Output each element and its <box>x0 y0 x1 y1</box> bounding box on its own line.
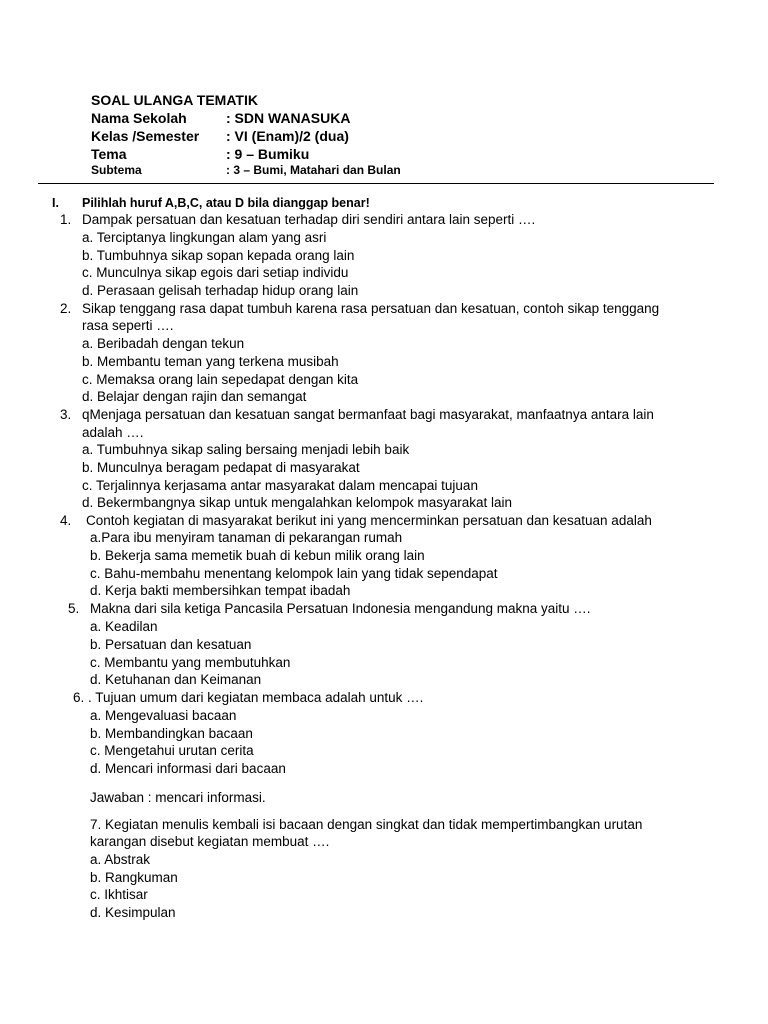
question-3-number: 3. <box>60 407 72 422</box>
question-2-text-line-2: rasa seperti …. <box>82 318 174 333</box>
question-1-text: Dampak persatuan dan kesatuan terhadap diri sendiri antara lain seperti …. <box>82 212 536 227</box>
question-7-option-d: d. Kesimpulan <box>90 905 176 920</box>
question-1-option-b: b. Tumbuhnya sikap sopan kepada orang lain <box>82 248 355 263</box>
subtheme-value: : 3 – Bumi, Matahari dan Bulan <box>226 163 401 177</box>
question-6-option-b: b. Membandingkan bacaan <box>90 726 253 741</box>
question-6-option-d: d. Mencari informasi dari bacaan <box>90 761 286 776</box>
section-instruction: Pilihlah huruf A,B,C, atau D bila dianggap benar! <box>82 196 370 210</box>
class-semester-label: Kelas /Semester <box>91 128 200 144</box>
subtheme-label: Subtema <box>91 163 142 177</box>
question-4-option-b: b. Bekerja sama memetik buah di kebun milik orang lain <box>90 548 425 563</box>
question-2-option-c: c. Memaksa orang lain sepedapat dengan kita <box>82 372 359 387</box>
question-5-option-b: b. Persatuan dan kesatuan <box>90 637 252 652</box>
theme-label: Tema <box>91 146 127 162</box>
question-2-option-d: d. Belajar dengan rajin dan semangat <box>82 389 307 404</box>
question-4-option-d: d. Kerja bakti membersihkan tempat ibadah <box>90 583 351 598</box>
question-2-option-a: a. Beribadah dengan tekun <box>82 336 245 351</box>
question-5-text: Makna dari sila ketiga Pancasila Persatuan Indonesia mengandung makna yaitu …. <box>90 601 591 616</box>
question-6-option-c: c. Mengetahui urutan cerita <box>90 743 254 758</box>
answer-note: Jawaban : mencari informasi. <box>90 790 266 805</box>
question-2-text-line-1: Sikap tenggang rasa dapat tumbuh karena rasa persatuan dan kesatuan, contoh sikap tenggang <box>82 301 660 316</box>
question-5-option-a: a. Keadilan <box>90 619 158 634</box>
question-1-option-a: a. Terciptanya lingkungan alam yang asri <box>82 230 327 245</box>
question-6-option-a: a. Mengevaluasi bacaan <box>90 708 237 723</box>
question-4-option-a: a.Para ibu menyiram tanaman di pekarangan rumah <box>90 530 403 545</box>
question-5-number: 5. <box>68 601 80 616</box>
document-title: SOAL ULANGA TEMATIK <box>91 92 258 108</box>
question-7-option-b: b. Rangkuman <box>90 870 178 885</box>
question-4-text: Contoh kegiatan di masyarakat berikut ini yang mencerminkan persatuan dan kesatuan adalah <box>86 513 652 528</box>
question-6-number: 6. <box>73 690 85 705</box>
question-1-option-d: d. Perasaan gelisah terhadap hidup orang lain <box>82 283 359 298</box>
question-7-text-line-1: 7. Kegiatan menulis kembali isi bacaan dengan singkat dan tidak mempertimbangkan urutan <box>90 817 643 832</box>
class-semester-value: : VI (Enam)/2 (dua) <box>226 128 349 144</box>
school-name-value: : SDN WANASUKA <box>226 110 351 126</box>
question-2-number: 2. <box>60 301 72 316</box>
question-3-option-d: d. Bekermbangnya sikap untuk mengalahkan kelompok masyarakat lain <box>82 495 512 510</box>
question-4-option-c: c. Bahu-membahu menentang kelompok lain yang tidak sependapat <box>90 566 498 581</box>
question-4-number: 4. <box>60 513 72 528</box>
question-1-option-c: c. Munculnya sikap egois dari setiap individu <box>82 265 349 280</box>
question-7-option-a: a. Abstrak <box>90 852 151 867</box>
question-1-number: 1. <box>60 212 72 227</box>
question-6-text: . Tujuan umum dari kegiatan membaca adalah untuk …. <box>88 690 424 705</box>
section-number: I. <box>52 196 59 210</box>
question-3-option-c: c. Terjalinnya kerjasama antar masyarakat dalam mencapai tujuan <box>82 478 478 493</box>
question-3-option-b: b. Munculnya beragam pedapat di masyarakat <box>82 460 360 475</box>
question-5-option-c: c. Membantu yang membutuhkan <box>90 655 291 670</box>
header-divider <box>38 183 714 184</box>
question-3-text-line-1: qMenjaga persatuan dan kesatuan sangat bermanfaat bagi masyarakat, manfaatnya antara lain <box>82 407 654 422</box>
question-3-text-line-2: adalah …. <box>82 425 144 440</box>
theme-value: : 9 – Bumiku <box>226 146 310 162</box>
question-5-option-d: d. Ketuhanan dan Keimanan <box>90 672 262 687</box>
question-3-option-a: a. Tumbuhnya sikap saling bersaing menjadi lebih baik <box>82 442 410 457</box>
question-7-text-line-2: karangan disebut kegiatan membuat …. <box>90 834 330 849</box>
school-name-label: Nama Sekolah <box>91 110 187 126</box>
question-7-option-c: c. Ikhtisar <box>90 887 148 902</box>
question-2-option-b: b. Membantu teman yang terkena musibah <box>82 354 339 369</box>
